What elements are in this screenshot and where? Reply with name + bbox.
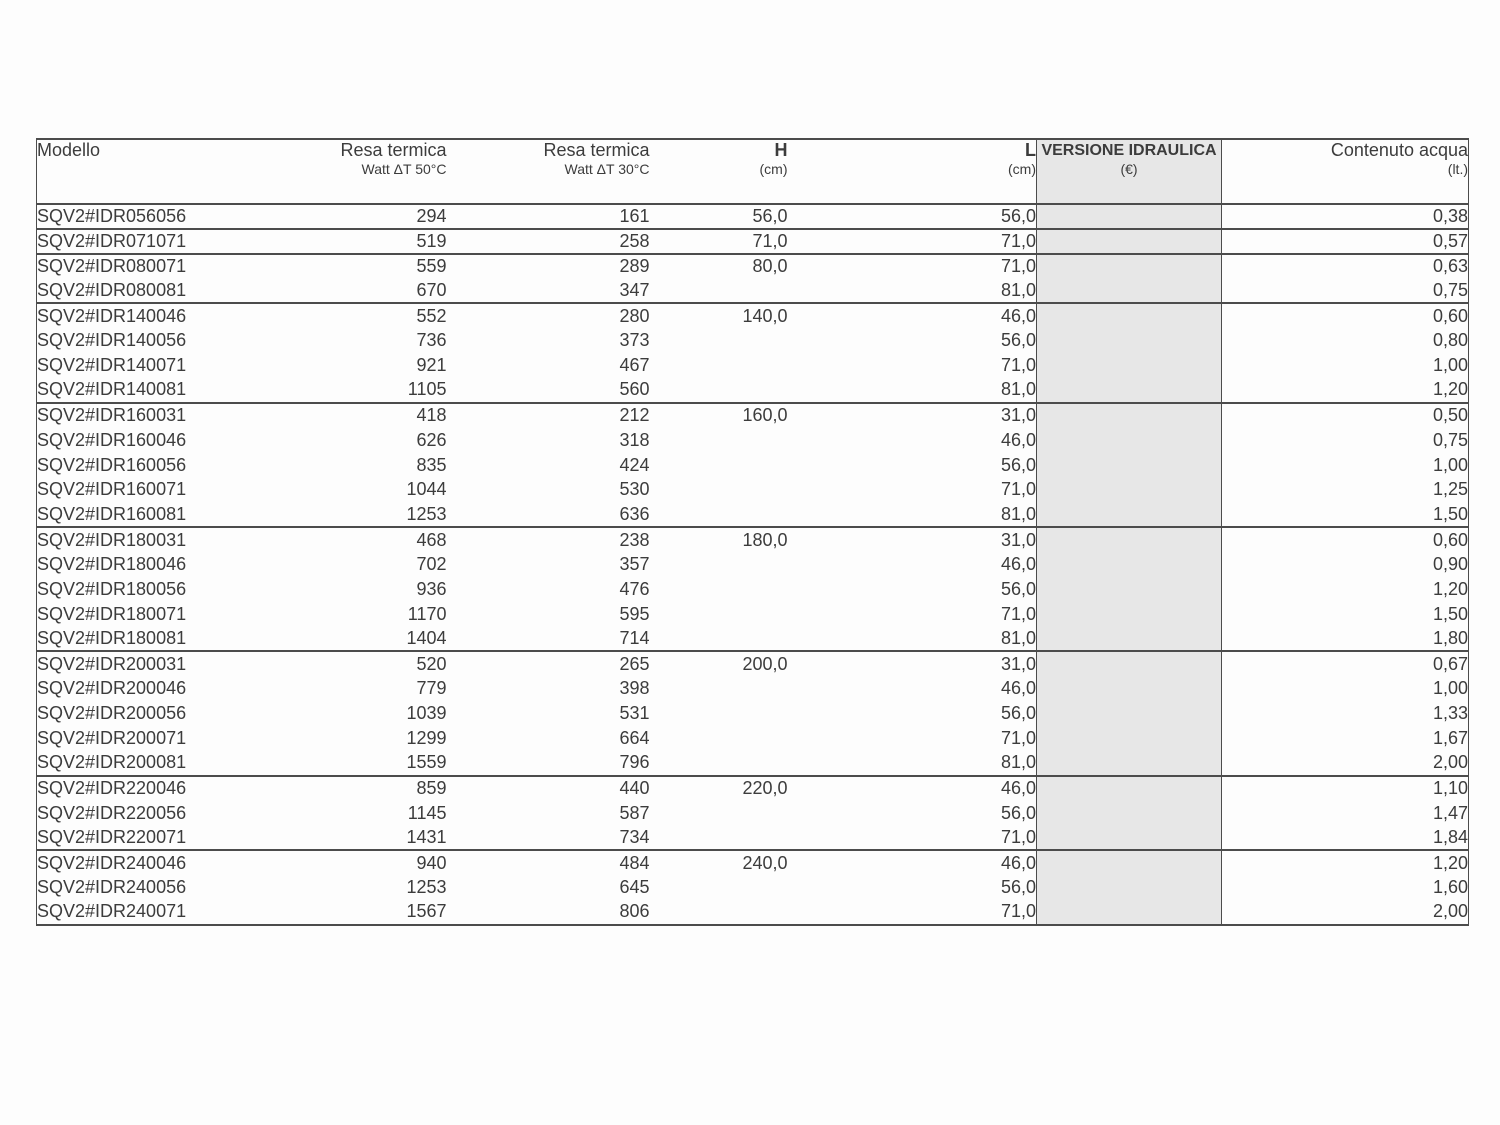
cell-l: 46,0 (1000, 553, 1036, 574)
cell-w30: 357 (619, 553, 650, 574)
cell-model: SQV2#IDR240056 (37, 875, 287, 900)
col-header-water-line2: (lt.) (1447, 161, 1468, 177)
cell-l: 31,0 (788, 403, 1037, 428)
cell-h: 180,0 (650, 527, 788, 552)
cell-price (1037, 527, 1222, 552)
cell-price (1037, 875, 1222, 900)
cell-price (1037, 353, 1222, 378)
cell-model: SQV2#IDR180081 (37, 627, 287, 652)
cell-w30: 238 (447, 527, 650, 552)
cell-w30: 645 (619, 877, 650, 898)
cell-water: 1,20 (1222, 850, 1469, 875)
cell-l: 81,0 (1000, 752, 1036, 773)
col-header-resa50-line1: Resa termica (340, 140, 447, 160)
cell-l: 56,0 (788, 204, 1037, 229)
cell-model: SQV2#IDR160056 (37, 453, 287, 478)
table-row (37, 378, 1469, 403)
cell-water: 1,20 (1222, 378, 1469, 403)
cell-h (650, 279, 788, 304)
cell-w30: 806 (447, 900, 650, 925)
cell-w50: 921 (416, 355, 447, 376)
col-header-l-line1: L (1025, 140, 1036, 160)
cell-l: 81,0 (1000, 503, 1036, 524)
cell-w50: 520 (287, 651, 447, 676)
cell-h (650, 552, 788, 577)
cell-h (650, 328, 788, 353)
cell-w50: 468 (287, 527, 447, 552)
cell-h: 200,0 (650, 651, 788, 676)
table-row (37, 552, 1469, 577)
col-header-contenuto-acqua (1222, 139, 1469, 204)
cell-water: 1,80 (1222, 627, 1469, 652)
cell-l: 56,0 (1000, 578, 1036, 599)
table-row (37, 403, 1469, 428)
cell-model: SQV2#IDR180056 (37, 577, 287, 602)
table-row (37, 776, 1469, 801)
table-row (37, 328, 1469, 353)
cell-model: SQV2#IDR220046 (37, 776, 287, 801)
col-header-h-line1: H (774, 140, 788, 160)
cell-price (1037, 751, 1222, 776)
table-row (37, 801, 1469, 826)
table-row (37, 229, 1469, 254)
cell-h (650, 502, 788, 527)
col-header-resa-termica-50 (287, 139, 447, 204)
cell-price (1037, 825, 1222, 850)
cell-w50: 702 (416, 553, 447, 574)
cell-l: 71,0 (788, 254, 1037, 279)
cell-water: 0,90 (1222, 552, 1469, 577)
cell-w50: 835 (416, 454, 447, 475)
cell-h (650, 602, 788, 627)
cell-h: 240,0 (650, 850, 788, 875)
cell-h: 140,0 (650, 303, 788, 328)
cell-w30: 560 (619, 379, 650, 400)
cell-w50: 670 (416, 280, 447, 300)
cell-price (1037, 453, 1222, 478)
table-row (37, 279, 1469, 304)
cell-l: 71,0 (1000, 479, 1036, 500)
cell-price (1037, 577, 1222, 602)
cell-l: 56,0 (1000, 802, 1036, 823)
cell-l: 56,0 (1000, 703, 1036, 724)
cell-w50: 519 (287, 229, 447, 254)
cell-price (1037, 204, 1222, 229)
header-row (37, 139, 1469, 204)
cell-w30: 530 (619, 479, 650, 500)
cell-model: SQV2#IDR080081 (37, 279, 287, 304)
cell-h (650, 801, 788, 826)
cell-l: 71,0 (788, 229, 1037, 254)
cell-model: SQV2#IDR056056 (37, 204, 287, 229)
cell-water: 2,00 (1222, 751, 1469, 776)
cell-model: SQV2#IDR200056 (37, 701, 287, 726)
cell-w50: 1404 (406, 628, 447, 649)
cell-w30: 531 (619, 703, 650, 724)
cell-w50: 294 (287, 204, 447, 229)
cell-water: 0,67 (1222, 651, 1469, 676)
cell-model: SQV2#IDR160046 (37, 428, 287, 453)
cell-w50: 1299 (406, 727, 447, 748)
cell-w50: 418 (287, 403, 447, 428)
cell-l: 71,0 (788, 900, 1037, 925)
cell-h (650, 701, 788, 726)
col-header-l (788, 139, 1037, 204)
cell-w30: 796 (619, 752, 650, 773)
cell-l: 56,0 (1000, 330, 1036, 351)
col-header-resa30-line1: Resa termica (543, 140, 650, 160)
cell-w50: 1044 (406, 479, 447, 500)
table-row (37, 254, 1469, 279)
cell-water: 1,00 (1222, 676, 1469, 701)
cell-price (1037, 651, 1222, 676)
table-row (37, 825, 1469, 850)
cell-water: 1,00 (1222, 353, 1469, 378)
cell-w30: 440 (447, 776, 650, 801)
cell-w30: 280 (447, 303, 650, 328)
cell-l: 81,0 (1000, 280, 1036, 300)
cell-w30: 258 (447, 229, 650, 254)
table-row (37, 453, 1469, 478)
cell-water: 0,80 (1222, 328, 1469, 353)
cell-water: 0,50 (1222, 403, 1469, 428)
cell-w30: 265 (447, 651, 650, 676)
col-header-versione-line1: VERSIONE IDRAULICA (1041, 142, 1217, 159)
table-row (37, 577, 1469, 602)
cell-w30: 398 (619, 678, 650, 699)
cell-model: SQV2#IDR160071 (37, 477, 287, 502)
cell-h (650, 726, 788, 751)
cell-h: 71,0 (650, 229, 788, 254)
cell-water: 0,63 (1222, 254, 1469, 279)
cell-price (1037, 477, 1222, 502)
table-row (37, 676, 1469, 701)
table-row (37, 527, 1469, 552)
cell-l: 71,0 (1000, 826, 1036, 847)
cell-model: SQV2#IDR140071 (37, 353, 287, 378)
col-header-versione-idraulica (1037, 139, 1222, 204)
col-header-resa-termica-30 (447, 139, 650, 204)
cell-l: 81,0 (1000, 628, 1036, 649)
cell-h: 56,0 (650, 204, 788, 229)
cell-water: 1,67 (1222, 726, 1469, 751)
cell-price (1037, 378, 1222, 403)
col-header-resa30-line2: Watt ΔT 30°C (564, 161, 650, 177)
cell-price (1037, 428, 1222, 453)
cell-price (1037, 552, 1222, 577)
table-row (37, 602, 1469, 627)
cell-w30: 595 (619, 603, 650, 624)
cell-w30: 734 (619, 826, 650, 847)
cell-l: 46,0 (788, 850, 1037, 875)
cell-w50: 1105 (407, 379, 447, 400)
cell-w50: 626 (416, 429, 447, 450)
cell-water: 1,10 (1222, 776, 1469, 801)
cell-price (1037, 602, 1222, 627)
table-body (37, 204, 1469, 925)
cell-model: SQV2#IDR200071 (37, 726, 287, 751)
cell-w30: 212 (447, 403, 650, 428)
cell-water: 2,00 (1222, 900, 1469, 925)
table-row (37, 751, 1469, 776)
cell-w50: 1145 (407, 802, 447, 823)
cell-model: SQV2#IDR160031 (37, 403, 287, 428)
cell-water: 0,38 (1222, 204, 1469, 229)
cell-l: 46,0 (1000, 429, 1036, 450)
cell-water: 1,50 (1222, 602, 1469, 627)
cell-l: 71,0 (1000, 355, 1036, 376)
cell-model: SQV2#IDR160081 (37, 502, 287, 527)
table-row (37, 726, 1469, 751)
cell-model: SQV2#IDR140081 (37, 378, 287, 403)
table-row (37, 353, 1469, 378)
cell-water: 0,60 (1222, 303, 1469, 328)
col-header-resa50-line2: Watt ΔT 50°C (361, 161, 447, 177)
cell-water: 1,00 (1222, 453, 1469, 478)
cell-model: SQV2#IDR220071 (37, 825, 287, 850)
cell-w30: 347 (619, 280, 650, 300)
cell-l: 46,0 (788, 776, 1037, 801)
cell-price (1037, 850, 1222, 875)
cell-price (1037, 726, 1222, 751)
cell-w30: 484 (447, 850, 650, 875)
cell-water: 1,33 (1222, 701, 1469, 726)
cell-price (1037, 279, 1222, 304)
cell-w50: 1253 (406, 877, 447, 898)
cell-h (650, 875, 788, 900)
cell-model: SQV2#IDR180046 (37, 552, 287, 577)
table-row (37, 204, 1469, 229)
cell-price (1037, 676, 1222, 701)
cell-w30: 636 (619, 503, 650, 524)
cell-water: 1,50 (1222, 502, 1469, 527)
table-row (37, 651, 1469, 676)
cell-l: 46,0 (788, 303, 1037, 328)
cell-model: SQV2#IDR071071 (37, 229, 287, 254)
cell-price (1037, 701, 1222, 726)
cell-h (650, 453, 788, 478)
col-header-versione-line2: (€) (1120, 161, 1138, 177)
cell-w30: 424 (619, 454, 650, 475)
cell-price (1037, 229, 1222, 254)
col-header-h-line2: (cm) (759, 161, 788, 177)
cell-w50: 1567 (287, 900, 447, 925)
cell-price (1037, 900, 1222, 925)
table-row (37, 875, 1469, 900)
cell-model: SQV2#IDR140056 (37, 328, 287, 353)
cell-w30: 318 (619, 429, 650, 450)
table-row (37, 502, 1469, 527)
cell-water: 1,25 (1222, 477, 1469, 502)
cell-water: 1,20 (1222, 577, 1469, 602)
cell-w50: 1170 (407, 603, 447, 624)
cell-w50: 940 (287, 850, 447, 875)
cell-model: SQV2#IDR200081 (37, 751, 287, 776)
table-row (37, 428, 1469, 453)
cell-price (1037, 254, 1222, 279)
cell-model: SQV2#IDR200031 (37, 651, 287, 676)
cell-h: 220,0 (650, 776, 788, 801)
table-row (37, 303, 1469, 328)
col-header-modello (37, 139, 287, 204)
cell-w50: 1431 (406, 826, 447, 847)
cell-w50: 1039 (406, 703, 447, 724)
col-header-modello-label: Modello (37, 140, 101, 160)
cell-price (1037, 403, 1222, 428)
cell-w50: 559 (287, 254, 447, 279)
cell-l: 31,0 (788, 651, 1037, 676)
cell-w30: 373 (619, 330, 650, 351)
cell-w50: 779 (416, 678, 447, 699)
cell-h (650, 825, 788, 850)
cell-w50: 1253 (406, 503, 447, 524)
cell-h: 80,0 (650, 254, 788, 279)
cell-model: SQV2#IDR220056 (37, 801, 287, 826)
cell-water: 0,60 (1222, 527, 1469, 552)
table-row (37, 477, 1469, 502)
cell-water: 0,75 (1222, 428, 1469, 453)
cell-price (1037, 303, 1222, 328)
cell-l: 81,0 (1000, 379, 1036, 400)
cell-price (1037, 502, 1222, 527)
table-row (37, 850, 1469, 875)
cell-w30: 664 (619, 727, 650, 748)
cell-h: 160,0 (650, 403, 788, 428)
table-row (37, 627, 1469, 652)
cell-model: SQV2#IDR140046 (37, 303, 287, 328)
cell-h (650, 676, 788, 701)
cell-w30: 476 (619, 578, 650, 599)
cell-model: SQV2#IDR180031 (37, 527, 287, 552)
cell-model: SQV2#IDR200046 (37, 676, 287, 701)
cell-w50: 1559 (406, 752, 447, 773)
cell-w30: 161 (447, 204, 650, 229)
cell-h (650, 751, 788, 776)
cell-water: 1,84 (1222, 825, 1469, 850)
cell-w30: 467 (619, 355, 650, 376)
cell-model: SQV2#IDR080071 (37, 254, 287, 279)
cell-water: 0,57 (1222, 229, 1469, 254)
table-row (37, 701, 1469, 726)
cell-l: 71,0 (1000, 727, 1036, 748)
cell-w50: 936 (416, 578, 447, 599)
cell-w50: 859 (287, 776, 447, 801)
cell-model: SQV2#IDR240046 (37, 850, 287, 875)
cell-h (650, 353, 788, 378)
cell-h (650, 428, 788, 453)
cell-l: 56,0 (1000, 877, 1036, 898)
cell-model: SQV2#IDR180071 (37, 602, 287, 627)
cell-h (650, 477, 788, 502)
cell-price (1037, 801, 1222, 826)
cell-w30: 289 (447, 254, 650, 279)
table-row (37, 900, 1469, 925)
col-header-h (650, 139, 788, 204)
cell-h (650, 627, 788, 652)
cell-price (1037, 328, 1222, 353)
cell-l: 71,0 (1000, 603, 1036, 624)
cell-model: SQV2#IDR240071 (37, 900, 287, 925)
col-header-l-line2: (cm) (1008, 161, 1036, 177)
cell-price (1037, 627, 1222, 652)
cell-water: 0,75 (1222, 279, 1469, 304)
cell-h (650, 378, 788, 403)
cell-w50: 736 (416, 330, 447, 351)
cell-l: 56,0 (1000, 454, 1036, 475)
cell-h (650, 577, 788, 602)
cell-w30: 714 (619, 628, 650, 649)
cell-price (1037, 776, 1222, 801)
product-spec-table (36, 138, 1469, 926)
cell-h (650, 900, 788, 925)
cell-water: 1,47 (1222, 801, 1469, 826)
cell-water: 1,60 (1222, 875, 1469, 900)
cell-w50: 552 (287, 303, 447, 328)
cell-l: 46,0 (1000, 678, 1036, 699)
cell-l: 31,0 (788, 527, 1037, 552)
cell-w30: 587 (619, 802, 650, 823)
col-header-water-line1: Contenuto acqua (1330, 140, 1468, 160)
